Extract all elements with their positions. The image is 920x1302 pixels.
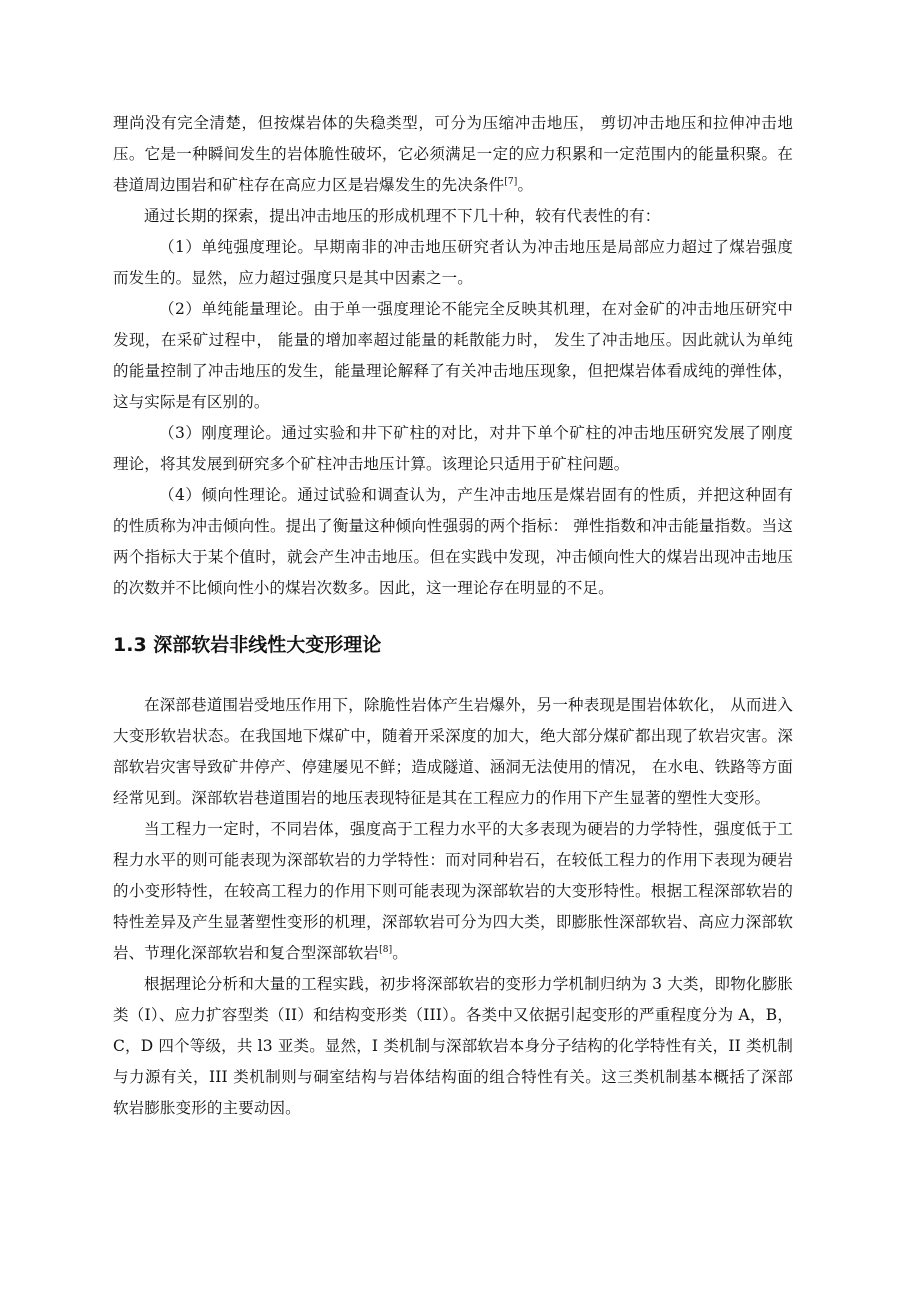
paragraph-stiffness-theory: （3）刚度理论。通过实验和井下矿柱的对比，对井下单个矿柱的冲击地压研究发展了刚度理论，将其发展到研究多个矿柱冲击地压计算。该理论只适用于矿柱问题。: [113, 424, 793, 473]
paragraph-intro: 通过长期的探索，提出冲击地压的形成机理不下几十种，较有代表性的有：: [144, 207, 661, 225]
paragraph-continuation: [113, 108, 793, 201]
paragraph-text: 当工程力一定时，不同岩体，强度高于工程力水平的大多表现为硬岩的力学特性，强度低于工程力水平的则可能表现为深部软岩的力学特性：而对同种岩石，在较低工程力的作用下表现为硬岩的小变形特性，在较高工程力的作用下则可能表现为深部软岩的大变形特性。根据工程深部软岩的特性差异及产生显著塑性变形的机理，深部软岩可分为四大类，即膨胀性深部软岩、高应力深部软岩、节理化深部软岩和复合型深部软岩: [113, 820, 793, 962]
paragraph-mechanism: 根据理论分析和大量的工程实践，初步将深部软岩的变形力学机制归纳为 3 大类，即物化膨胀类（I）、应力扩容型类（II）和结构变形类（III）。各类中又依据引起变形的严重程度分为 A，B，C，D 四个等级，共 l3 亚类。显然，I 类机制与深部软岩本身分子结构的化学特性有关，II 类机制与力源有关，III 类机制则与硐室结构与岩体结构面的组合特性有关。这三类机制基本概括了深部软岩膨胀变形的主要动因。: [113, 975, 793, 1117]
paragraph-energy-theory: （2）单纯能量理论。由于单一强度理论不能完全反映其机理，在对金矿的冲击地压研究中发现，在采矿过程中， 能量的增加率超过能量的耗散能力时， 发生了冲击地压。因此就认为单纯的能量控制了冲击地压的发生，能量理论解释了有关冲击地压现象，但把煤岩体看成纯的弹性体，这与实际是有区别的。: [113, 300, 793, 411]
document-page: [113, 108, 793, 1124]
paragraph-text: 理尚没有完全清楚，但按煤岩体的失稳类型，可分为压缩冲击地压， 剪切冲击地压和拉伸冲击地压。它是一种瞬间发生的岩体脆性破坏，它必须满足一定的应力积累和一定范围内的能量积聚。在巷道周边围岩和矿柱存在高应力区是岩爆发生的先决条件: [113, 114, 793, 194]
paragraph-tendency-theory: （4）倾向性理论。通过试验和调查认为，产生冲击地压是煤岩固有的性质，并把这种固有的性质称为冲击倾向性。提出了衡量这种倾向性强弱的两个指标： 弹性指数和冲击能量指数。当这两个指标大于某个值时，就会产生冲击地压。但在实践中发现，冲击倾向性大的煤岩出现冲击地压的次数并不比倾向性小的煤岩次数多。因此，这一理论存在明显的不足。: [113, 486, 793, 597]
paragraph-soft-rock: 在深部巷道围岩受地压作用下，除脆性岩体产生岩爆外，另一种表现是围岩体软化， 从而进入大变形软岩状态。在我国地下煤矿中，随着开采深度的加大，绝大部分煤矿都出现了软岩灾害。深部软岩灾害导致矿井停产、停建屡见不鲜；造成隧道、涵洞无法使用的情况， 在水电、铁路等方面经常见到。深部软岩巷道围岩的地压表现特征是其在工程应力的作用下产生显著的塑性大变形。: [113, 696, 793, 807]
citation-ref: [8]: [379, 944, 393, 955]
paragraph-engineering-force: [113, 814, 793, 969]
section-heading: 1.3 深部软岩非线性大变形理论: [113, 634, 382, 656]
paragraph-end: 。: [392, 944, 408, 962]
citation-ref: [7]: [504, 176, 518, 187]
paragraph-end: 。: [517, 176, 534, 194]
paragraph-strength-theory: （1）单纯强度理论。早期南非的冲击地压研究者认为冲击地压是局部应力超过了煤岩强度而发生的。显然，应力超过强度只是其中因素之一。: [113, 238, 793, 287]
